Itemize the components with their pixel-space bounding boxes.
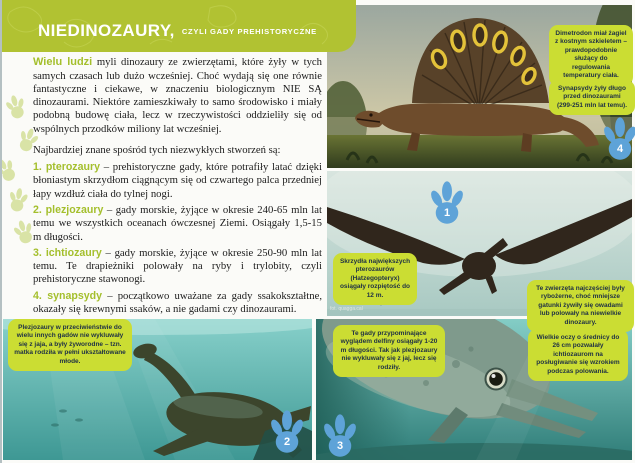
entry-desc: – gady morskie, żyjące w okresie 250-90 mln lat temu. Te drapieżniki polowały na ryby i trylobity, czyli prehistoryczne stawonogi. (33, 246, 322, 286)
callout-synapsid-age: Synapsydy żyły długo przed dinozaurami (299-251 mln lat temu). (549, 80, 635, 115)
marker-plesiosaur (269, 409, 305, 455)
callout-ichthyosaur-eyes: Wielkie oczy o średnicy do 26 cm pozwalały ichtiozaurom na posługiwanie się wzrokiem podczas polowania. (528, 329, 628, 381)
callout-pterosaur-wings: Skrzydła największych pterozaurów (Hatzegopteryx) osiągały rozpiętość do 12 m. (333, 253, 417, 305)
marker-number: 2 (283, 436, 291, 448)
list-intro: Najbardziej znane spośród tych niezwykłych stworzeń są: (33, 143, 281, 156)
page-header (0, 0, 356, 52)
footprint-icon (269, 409, 305, 455)
callout-pterosaur-diet: Te zwierzęta najczęściej były rybożerne, choć mniejsze gatunki żywiły się owadami lub polowały na niewielkie dinozaury. (527, 280, 634, 332)
callout-dimetrodon-sail: Dimetrodon miał żagiel z kostnym szkieletem – prawdopodobnie służący do regulowania temperatury ciała. (549, 25, 633, 86)
callout-plesiosaur-birth: Plezjozaury w przeciwieństwie do wielu innych gadów nie wykluwały się z jaja, a były żyworodne – tzn. matka rodziła w pełni ukształtowane młode. (8, 319, 132, 371)
footprint-icon (602, 116, 635, 162)
footprint-icon (322, 413, 358, 459)
footprint-icon (6, 186, 30, 213)
creature-entry-ichtiozaury (33, 247, 322, 287)
marker-number: 1 (443, 207, 451, 219)
callout-ichthyosaur-body: Te gady przypominające wyglądem delfiny osiągały 1-20 m długości. Tak jak plezjozaury nie wykluwały się z jaj, lecz się rodziły. (333, 325, 445, 377)
marker-ichthyosaur (322, 413, 358, 459)
marker-pterosaur (429, 180, 465, 226)
creature-entry-plezjozaury (33, 204, 322, 244)
footprint-icon (3, 93, 29, 121)
page-title: NIEDINOZAURY, (38, 21, 175, 40)
photo-credit: fot. quagga.cal (330, 306, 363, 312)
marker-number: 4 (616, 143, 624, 155)
creature-entry-pterozaury (33, 161, 322, 201)
entry-label: 1. pterozaury (33, 161, 100, 174)
footprint-icon (0, 155, 21, 186)
intro-paragraph (33, 56, 322, 136)
footprint-icon (429, 180, 465, 226)
intro-lead: Wielu ludzi (33, 56, 93, 68)
article-text (33, 56, 322, 319)
page-subtitle: CZYLI GADY PREHISTORYCZNE (181, 26, 317, 36)
marker-synapsid (602, 116, 635, 162)
page-edge (0, 0, 2, 463)
entry-desc: – początkowo uważane za gady ssakokształtne, okazały się krewnymi ssaków, a nie gadami czy dinozaurami. (33, 289, 322, 315)
intro-body: myli dinozaury ze zwierzętami, które żyły w tych samych czasach lub dużo wcześniej. Choć wydają się one równie fantastyczne i ciekawe, w znaczeniu biologicznym NIE SĄ dinozaurami. Niektóre zamieszkiwały to samo środowisko i miały podobną budowę ciała, lecz w rzeczywistości oddzieliły się od wspólnych przodków miliony lat wcześniej. (33, 56, 323, 135)
entry-label: 4. synapsydy (33, 289, 103, 302)
entry-label: 3. ichtiozaury (33, 246, 102, 259)
entry-label: 2. plezjozaury (33, 204, 104, 217)
entry-desc: – prehistoryczne gady, które potrafiły latać dzięki błoniastym skrzydłom ciągnącym się od czwartego palca przedniej łapy wzdłuż ciała do tylnej nogi. (33, 161, 322, 200)
creature-entry-synapsydy (33, 290, 322, 317)
marker-number: 3 (336, 440, 344, 452)
title-row (38, 21, 317, 41)
entry-desc: – gady morskie, żyjące w okresie 240-65 mln lat temu we wszystkich oceanach ówczesnej Ziemi. Osiągały 1,5-15 m długości. (33, 204, 322, 243)
